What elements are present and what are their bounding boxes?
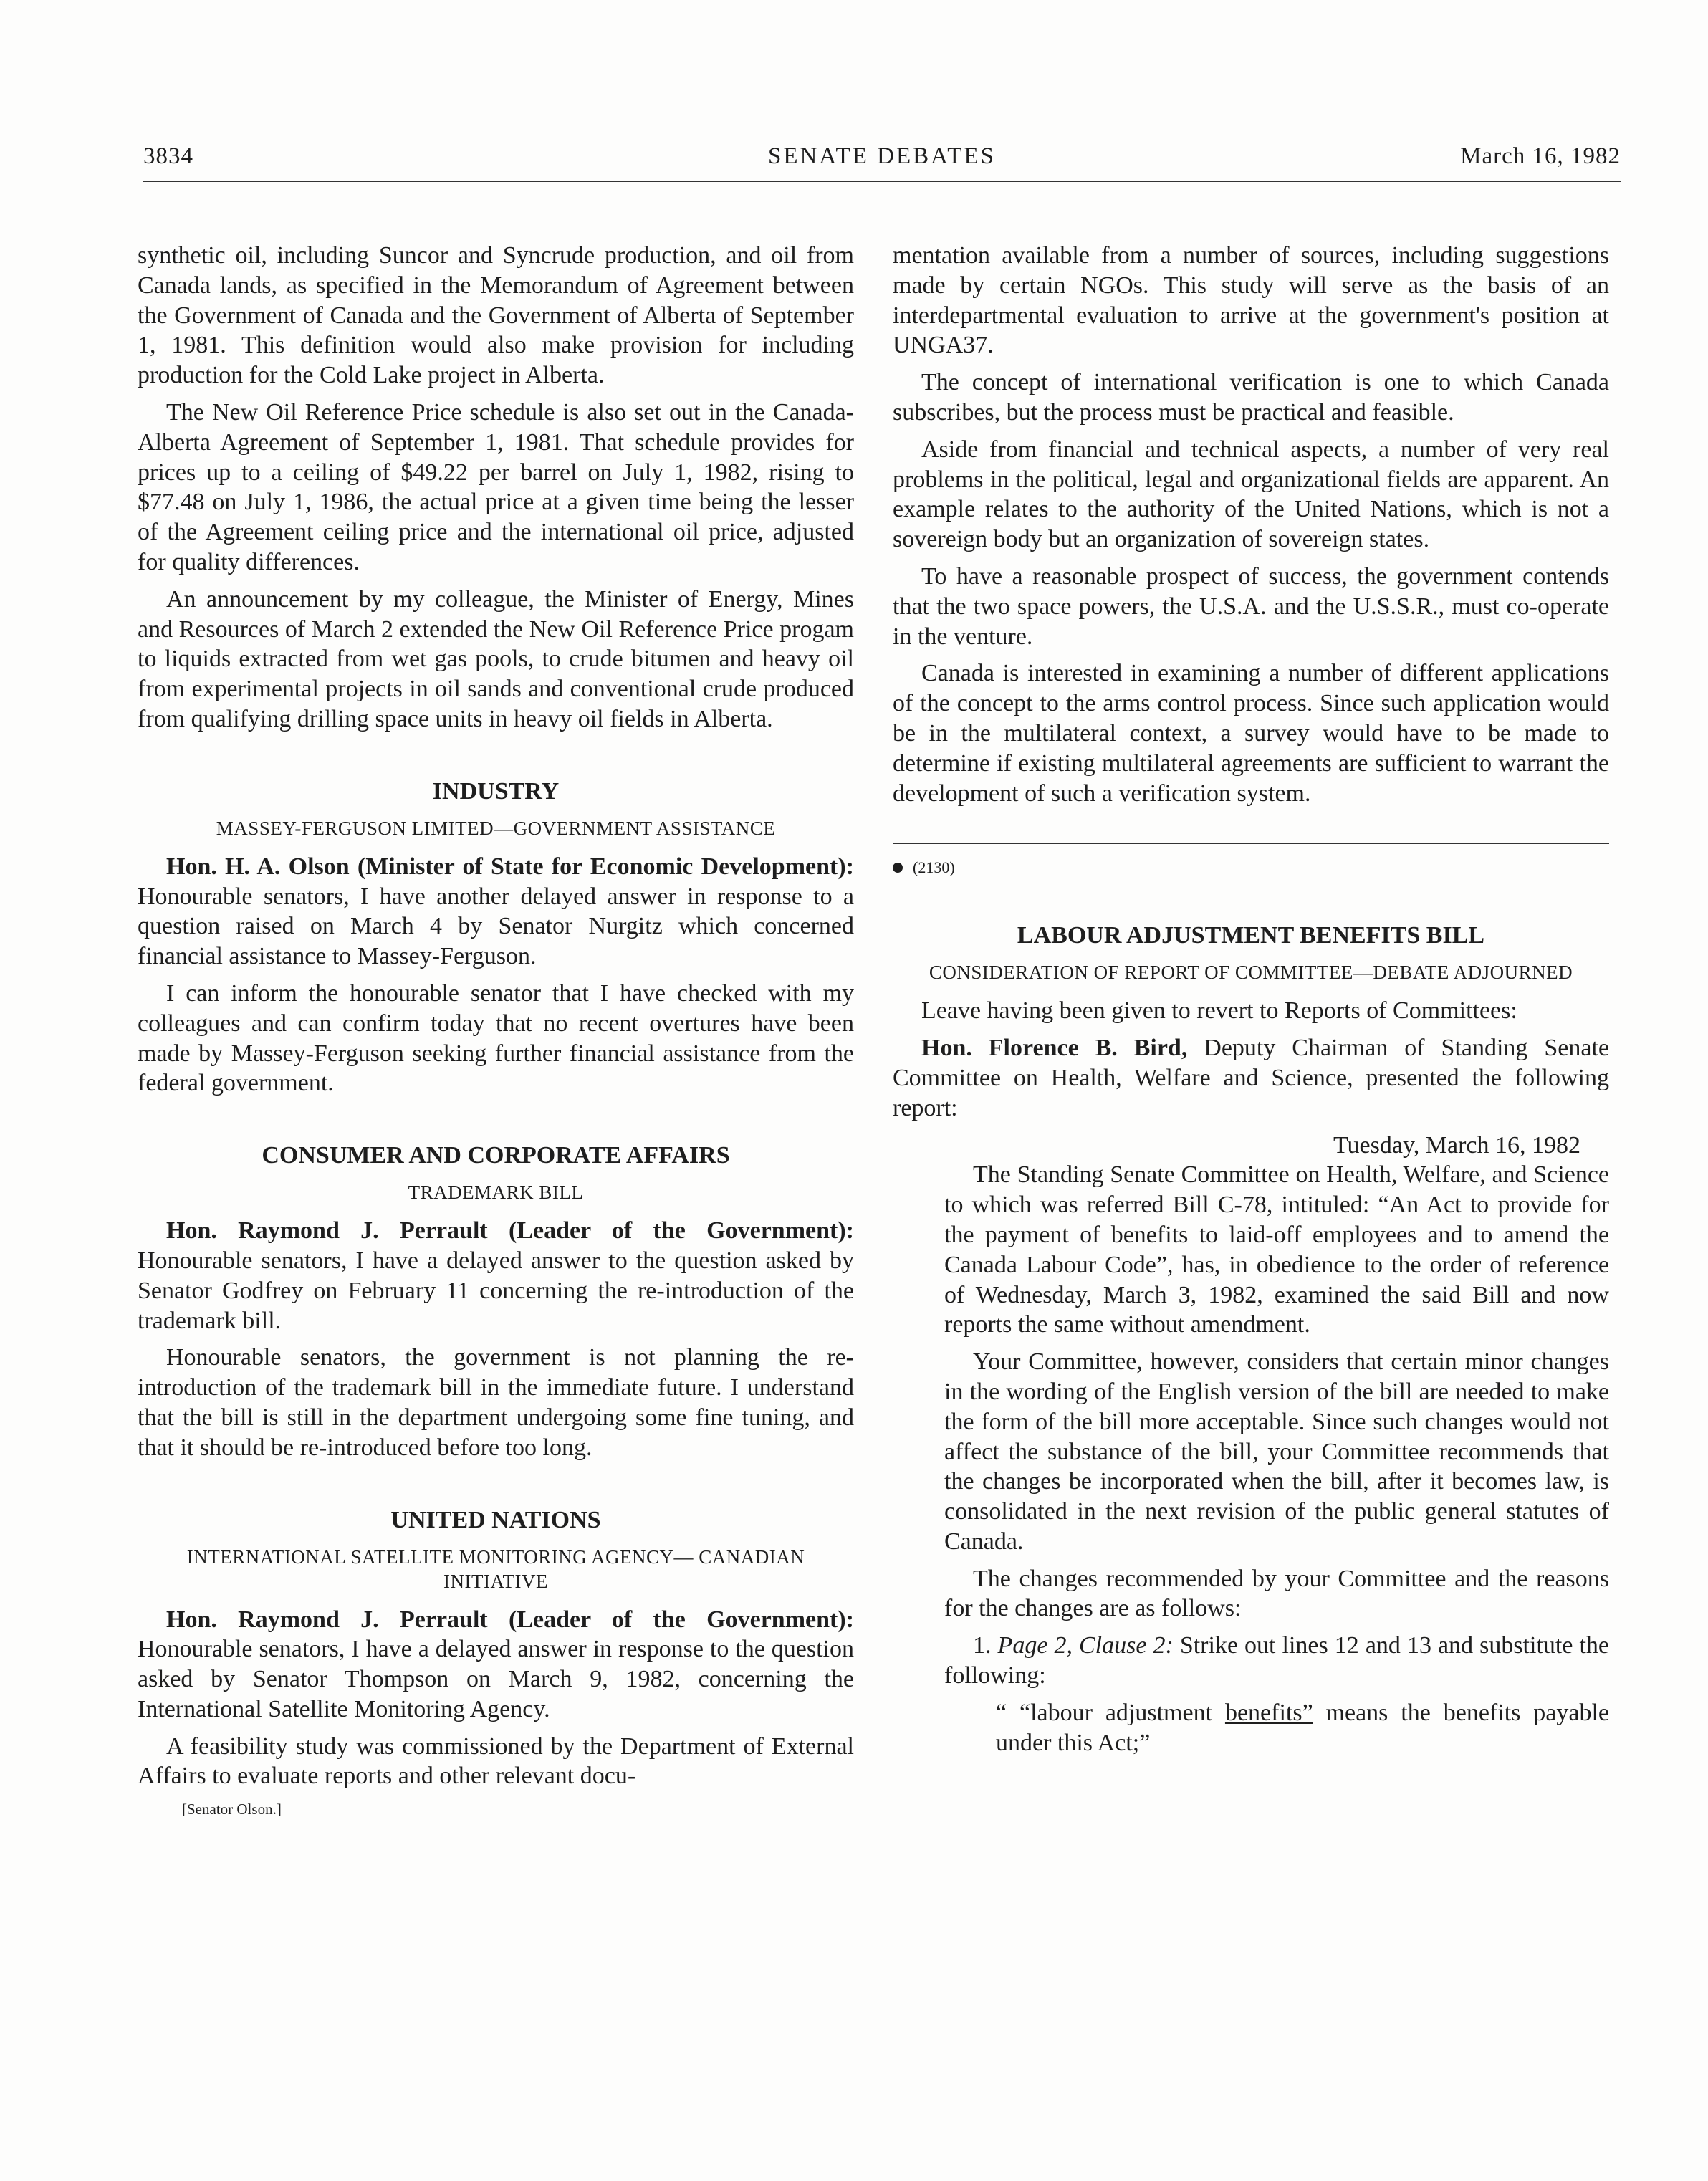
subheading: MASSEY-FERGUSON LIMITED—GOVERNMENT ASSISTANCE: [216, 817, 776, 839]
paragraph: synthetic oil, including Suncor and Syncrude production, and oil from Canada lands, as specified in the Memorandum of Agreement between the Government of Canada and the Government of Alberta of September 1, 1981. This definition would also make provision for including production for the Cold Lake project in Alberta.: [138, 242, 854, 389]
report-paragraph: Your Committee, however, considers that certain minor changes in the wording of the English version of the bill are needed to make the form of the bill more acceptable. Since such changes would not affect the substance of the bill, your Committee recommends that the changes be incorporated when the bill, after it becomes law, is consolidated in the next revision of the public general statutes of Canada.: [944, 1348, 1609, 1555]
speaker-attribution: [Senator Olson.]: [182, 1801, 282, 1818]
section-heading-labour: LABOUR ADJUSTMENT BENEFITS BILL: [1017, 922, 1485, 949]
paragraph: To have a reasonable prospect of success, the government contends that the two space powers, the U.S.A. and the U.S.S.R., must co-operate in the venture.: [893, 562, 1609, 650]
left-column: [138, 241, 854, 1820]
quote-underlined-term: benefits”: [1224, 1699, 1313, 1726]
clause-reference: Page 2, Clause 2:: [997, 1632, 1174, 1659]
speech-text: Honourable senators, I have another delayed answer in response to a question raised on March 4 by Senator Nurgitz which concerned financial assistance to Massey-Ferguson.: [138, 883, 854, 970]
item-number: 1.: [973, 1632, 998, 1659]
section-heading-consumer: CONSUMER AND CORPORATE AFFAIRS: [262, 1142, 730, 1169]
page-number: 3834: [143, 143, 193, 169]
report-paragraph: The Standing Senate Committee on Health, Welfare, and Science to which was referred Bill C-78, intituled: “An Act to provide for the payment of benefits to laid-off employees and to amend the Canada Labour Code”, has, in obedience to the order of reference of Wednesday, March 3, 1982, examined the said Bill and now reports the same without amendment.: [944, 1161, 1609, 1338]
section-heading-un: UNITED NATIONS: [390, 1506, 601, 1533]
time-marker: [893, 857, 1609, 878]
paragraph: I can inform the honourable senator that I have checked with my colleagues and can confirm today that no recent overtures have been made by Massey-Ferguson seeking further financial assistance from the federal government.: [138, 979, 854, 1097]
speech-text: Honourable senators, I have a delayed answer to the question asked by Senator Godfrey on February 11 concerning the re-introduction of the trademark bill.: [138, 1247, 854, 1334]
paragraph: Canada is interested in examining a number of different applications of the concept to the arms control process. Since such application would be in the multilateral context, a survey would have to be made to determine if existing multilateral agreements are sufficient to warrant the development of such a verification system.: [893, 660, 1609, 807]
paragraph: [138, 852, 854, 972]
paragraph: An announcement by my colleague, the Minister of Energy, Mines and Resources of March 2 extended the New Oil Reference Price progam to liquids extracted from wet gas pools, to crude bitumen and heavy oil from experimental projects in oil sands and conventional crude produced from qualifying drilling space units in heavy oil fields in Alberta.: [138, 585, 854, 732]
column-rule: [893, 843, 1609, 844]
page-header: [143, 143, 1621, 181]
subheading: CONSIDERATION OF REPORT OF COMMITTEE—DEBATE ADJOURNED: [929, 962, 1573, 984]
speech-text: Honourable senators, I have a delayed answer in response to the question asked by Senator Thompson on March 9, 1982, concerning the International Satellite Monitoring Agency.: [138, 1636, 854, 1722]
subheading: TRADEMARK BILL: [408, 1181, 584, 1204]
speaker-name: Hon. Raymond J. Perrault (Leader of the Government):: [166, 1606, 854, 1633]
quoted-amendment: [893, 1698, 1609, 1758]
paragraph: [138, 1216, 854, 1336]
report-paragraph: [893, 1631, 1609, 1691]
publication-title: SENATE DEBATES: [768, 143, 996, 169]
item-text: Strike out lines 12 and 13 and substitute the following:: [944, 1632, 1610, 1689]
paragraph: [893, 1033, 1609, 1123]
publication-date: March 16, 1982: [1460, 143, 1621, 169]
speaker-name: Hon. Florence B. Bird,: [921, 1035, 1188, 1062]
quote-text: “ “labour adjustment: [996, 1699, 1225, 1726]
paragraph: Leave having been given to revert to Reports of Committees:: [921, 997, 1517, 1025]
paragraph: The concept of international verification is one to which Canada subscribes, but the process must be practical and feasible.: [893, 369, 1609, 426]
quote-text: means the benefits payable under this Act;”: [996, 1699, 1609, 1756]
paragraph: The New Oil Reference Price schedule is also set out in the Canada-Alberta Agreement of September 1, 1981. That schedule provides for prices up to a ceiling of $49.22 per barrel on July 1, 1982, rising to $77.48 on July 1, 1986, the actual price at a given time being the lesser of the Agreement ceiling price and the international oil price, adjusted for quality differences.: [138, 398, 854, 575]
time-marker-text: (2130): [913, 858, 955, 877]
paragraph: [138, 1605, 854, 1725]
bullet-icon: [893, 863, 903, 873]
paragraph: A feasibility study was commissioned by the Department of External Affairs to evaluate reports and other relevant docu-: [138, 1732, 854, 1790]
right-column: [893, 241, 1609, 1758]
subheading: INTERNATIONAL SATELLITE MONITORING AGENCY— CANADIAN INITIATIVE: [186, 1545, 805, 1592]
section-heading-industry: INDUSTRY: [432, 777, 560, 805]
report-paragraph: The changes recommended by your Committee and the reasons for the changes are as follows:: [944, 1565, 1609, 1622]
paragraph: Honourable senators, the government is not planning the re-introduction of the trademark bill in the immediate future. I understand that the bill is still in the department undergoing some fine tuning, and that it should be re-introduced before too long.: [138, 1344, 854, 1461]
paragraph: Aside from financial and technical aspects, a number of very real problems in the political, legal and organizational fields are apparent. An example relates to the authority of the United Nations, which is not a sovereign body but an organization of sovereign states.: [893, 436, 1609, 553]
paragraph: mentation available from a number of sources, including suggestions made by certain NGOs. This study will serve as the basis of an interdepartmental evaluation to arrive at the government's position at UNGA37.: [893, 242, 1609, 359]
committee-report: [893, 1160, 1609, 1758]
header-rule: [143, 181, 1621, 182]
report-date: Tuesday, March 16, 1982: [1333, 1131, 1580, 1159]
speaker-name: Hon. Raymond J. Perrault (Leader of the Government):: [166, 1217, 854, 1245]
speech-text: Deputy Chairman of Standing Senate Committee on Health, Welfare and Science, presented the following report:: [893, 1035, 1609, 1121]
speaker-name: Hon. H. A. Olson (Minister of State for Economic Development):: [166, 853, 854, 880]
